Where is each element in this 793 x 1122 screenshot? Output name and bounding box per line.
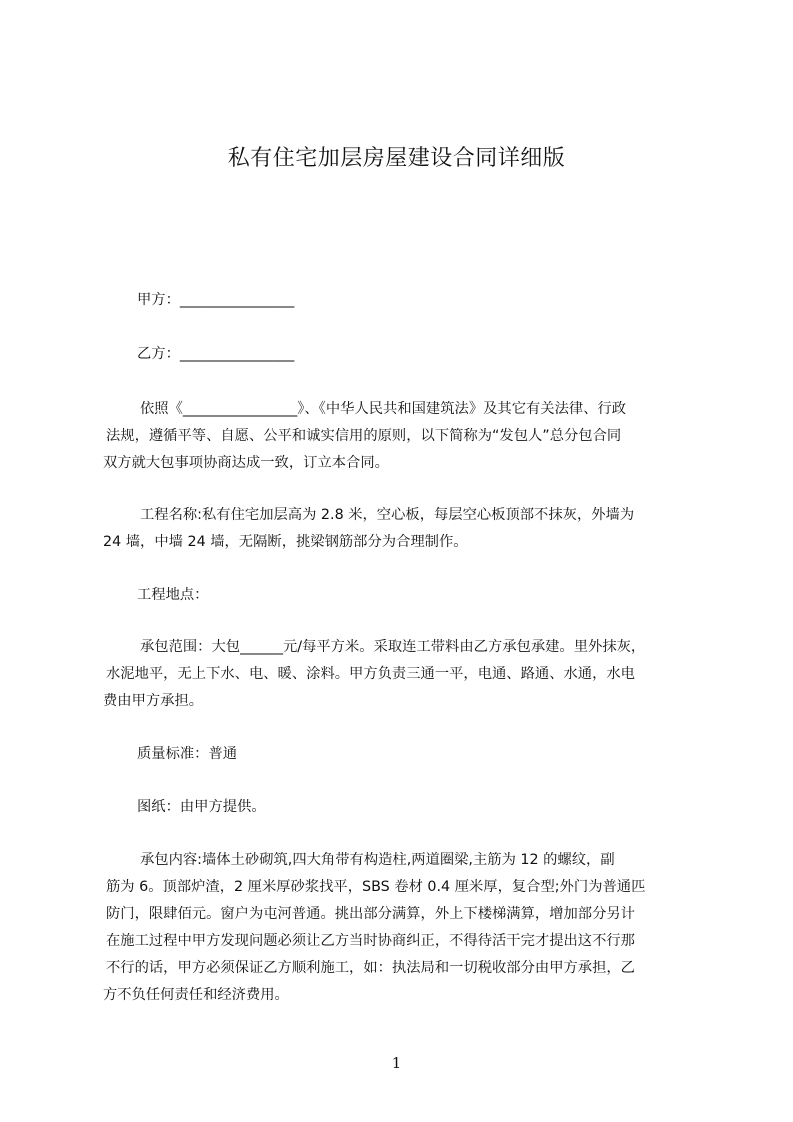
project-name-line-1: 工程名称:私有住宅加层高为 2.8 米，空心板，每层空心板顶部不抹灰，外墙为 [140,507,635,523]
scope-line-1: 承包范围：大包______元/每平方米。采取连工带料由乙方承包承建。里外抹灰， [140,639,646,655]
content-line-1: 承包内容:墙体土砂砌筑,四大角带有构造柱,两道圈梁,主筋为 12 的螺纹，副 [140,852,615,868]
project-name-line-2: 24 墙，中墙 24 墙，无隔断，挑梁钢筋部分为合理制作。 [103,534,468,550]
basis-line-2: 法规，遵循平等、自愿、公平和诚实信用的原则，以下简称为“发包人”总分包合同 [106,428,622,444]
scope-line-2: 水泥地平，无上下水、电、暖、涂料。甲方负责三通一平，电通、路通、水通，水电 [106,666,635,682]
content-line-6: 方不负任何责任和经济费用。 [103,987,289,1003]
content-line-4: 在施工过程中甲方发现问题必须让乙方当时协商纠正，不得待活干完才提出这不行那 [106,933,635,949]
content-line-5: 不行的话，甲方必须保证乙方顺利施工，如：执法局和一切税收部分由甲方承担，乙 [106,960,635,976]
party-b-line: 乙方：________________ [137,346,295,362]
scope-line-3: 费由甲方承担。 [103,693,204,709]
basis-line-1: 依照《________________》、《中华人民共和国建筑法》及其它有关法律、行政 [140,401,627,417]
content-line-3: 防门，限肆佰元。窗户为屯河普通。挑出部分满算，外上下楼梯满算，增加部分另计 [106,906,635,922]
page-number: 1 [391,1054,402,1072]
party-a-line: 甲方：________________ [137,292,295,308]
project-location: 工程地点： [137,587,209,603]
document-title: 私有住宅加层房屋建设合同详细版 [227,146,566,171]
quality-standard: 质量标准：普通 [137,746,238,762]
content-line-2: 筋为 6。顶部炉渣，2 厘米厚砂浆找平，SBS 卷材 0.4 厘米厚，复合型;外门为普通匹 [106,879,646,895]
basis-line-3: 双方就大包事项协商达成一致，订立本合同。 [103,455,389,471]
drawings: 图纸：由甲方提供。 [137,799,266,815]
